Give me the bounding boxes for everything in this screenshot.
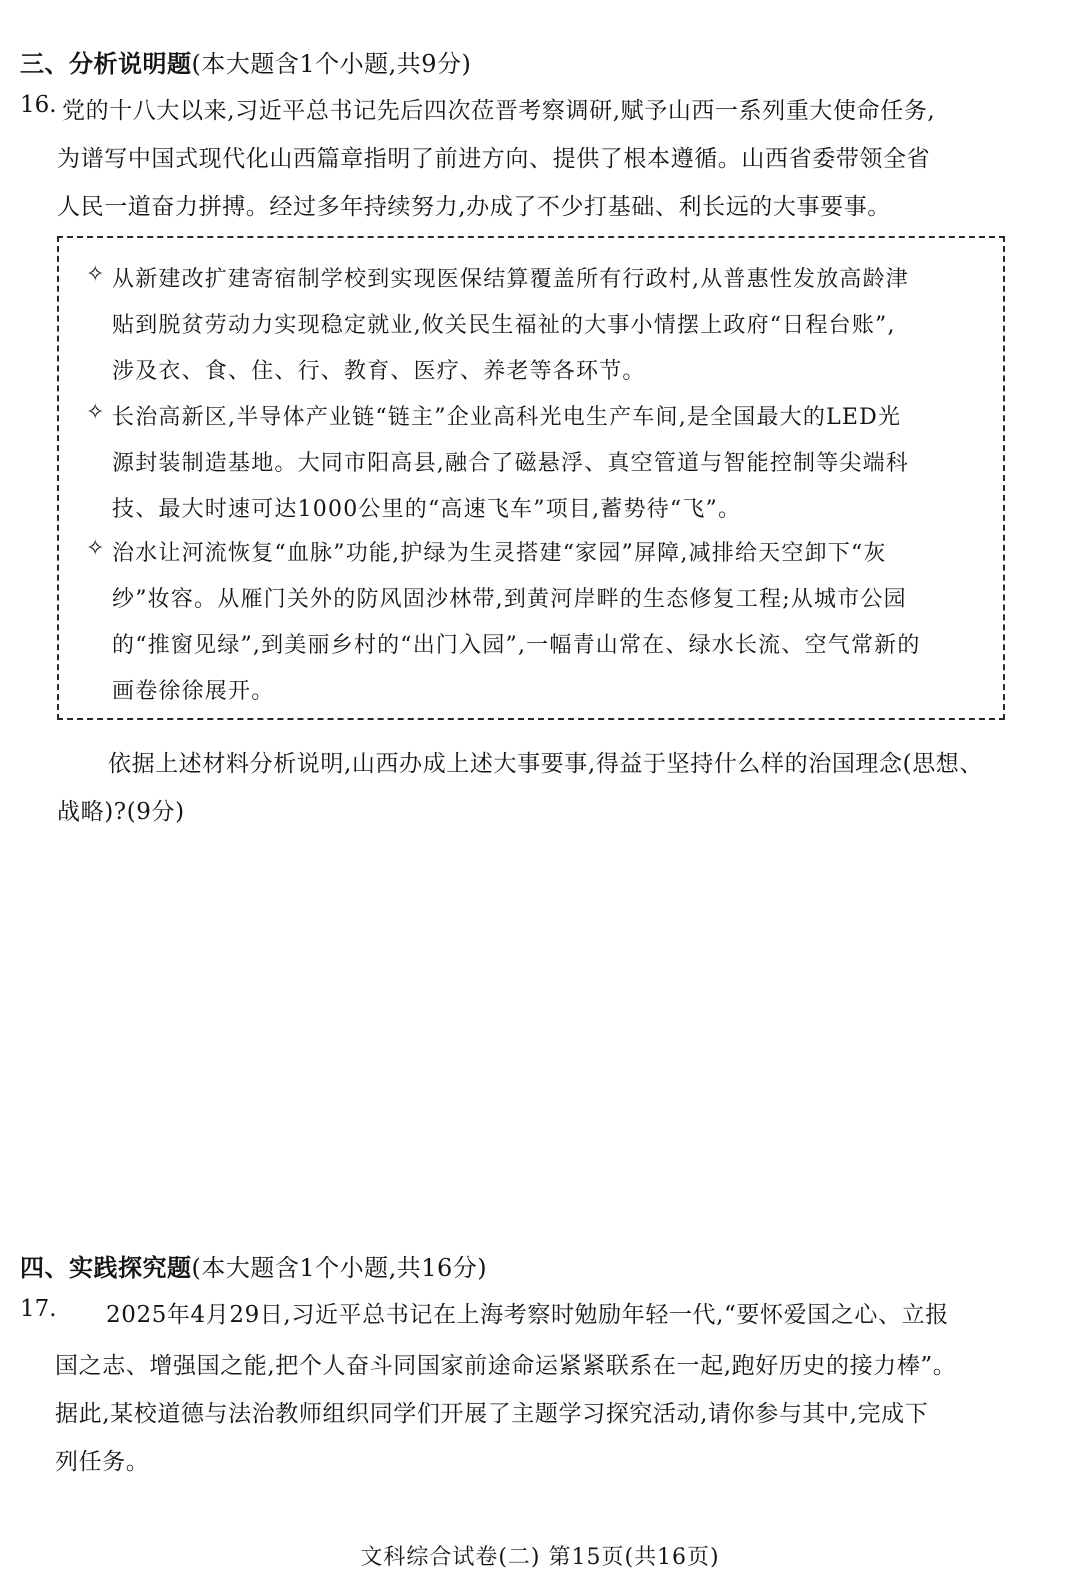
material-2-line: 源封装制造基地。大同市阳高县,融合了磁悬浮、真空管道与智能控制等尖端科 xyxy=(112,451,909,476)
question-16-intro-line: 党的十八大以来,习近平总书记先后四次莅晋考察调研,赋予山西一系列重大使命任务, xyxy=(62,98,936,124)
question-16-prompt-line: 依据上述材料分析说明,山西办成上述大事要事,得益于坚持什么样的治国理念(思想、 xyxy=(108,751,983,777)
material-3-line: 画卷徐徐展开。 xyxy=(112,679,275,704)
material-2-line: 长治高新区,半导体产业链“链主”企业高科光电生产车间,是全国最大的LED光 xyxy=(112,405,902,430)
question-17-number: 17. xyxy=(20,1296,57,1322)
question-17-line: 列任务。 xyxy=(55,1449,150,1475)
section-3-title: 三、分析说明题 xyxy=(20,49,192,78)
material-2-line: 技、最大时速可达1000公里的“高速飞车”项目,蓄势待“飞”。 xyxy=(112,497,742,522)
material-1-line: 从新建改扩建寄宿制学校到实现医保结算覆盖所有行政村,从普惠性发放高龄津 xyxy=(112,267,909,292)
material-3-line: 治水让河流恢复“血脉”功能,护绿为生灵搭建“家园”屏障,减排给天空卸下“灰 xyxy=(112,541,887,566)
material-1-line: 涉及衣、食、住、行、教育、医疗、养老等各环节。 xyxy=(112,359,646,384)
section-4-heading xyxy=(20,1248,487,1283)
diamond-bullet-icon: ✧ xyxy=(86,262,105,287)
section-4-score: (本大题含1个小题,共16分) xyxy=(191,1254,488,1282)
question-16-number: 16. xyxy=(20,92,57,118)
question-16-intro-line: 人民一道奋力拼搏。经过多年持续努力,办成了不少打基础、利长远的大事要事。 xyxy=(57,194,891,220)
question-16-prompt-line: 战略)?(9分) xyxy=(57,799,185,825)
section-4-title: 四、实践探究题 xyxy=(20,1253,192,1282)
material-3-line: 的“推窗见绿”,到美丽乡村的“出门入园”,一幅青山常在、绿水长流、空气常新的 xyxy=(112,633,921,658)
answer-area[interactable] xyxy=(57,840,1017,1230)
section-3-score: (本大题含1个小题,共9分) xyxy=(191,50,472,78)
question-17-line: 2025年4月29日,习近平总书记在上海考察时勉励年轻一代,“要怀爱国之心、立报 xyxy=(106,1302,949,1328)
question-17-line: 据此,某校道德与法治教师组织同学们开展了主题学习探究活动,请你参与其中,完成下 xyxy=(55,1401,929,1427)
diamond-bullet-icon: ✧ xyxy=(86,536,105,561)
diamond-bullet-icon: ✧ xyxy=(86,400,105,425)
question-16-intro-line: 为谱写中国式现代化山西篇章指明了前进方向、提供了根本遵循。山西省委带领全省 xyxy=(57,146,931,172)
material-3-line: 纱”妆容。从雁门关外的防风固沙林带,到黄河岸畔的生态修复工程;从城市公园 xyxy=(112,587,907,612)
page-footer: 文科综合试卷(二) 第15页(共16页) xyxy=(360,1545,720,1570)
section-3-heading xyxy=(20,44,471,79)
question-17-line: 国之志、增强国之能,把个人奋斗同国家前途命运紧紧联系在一起,跑好历史的接力棒”。 xyxy=(55,1353,957,1379)
material-1-line: 贴到脱贫劳动力实现稳定就业,攸关民生福祉的大事小情摆上政府“日程台账”, xyxy=(112,313,896,338)
